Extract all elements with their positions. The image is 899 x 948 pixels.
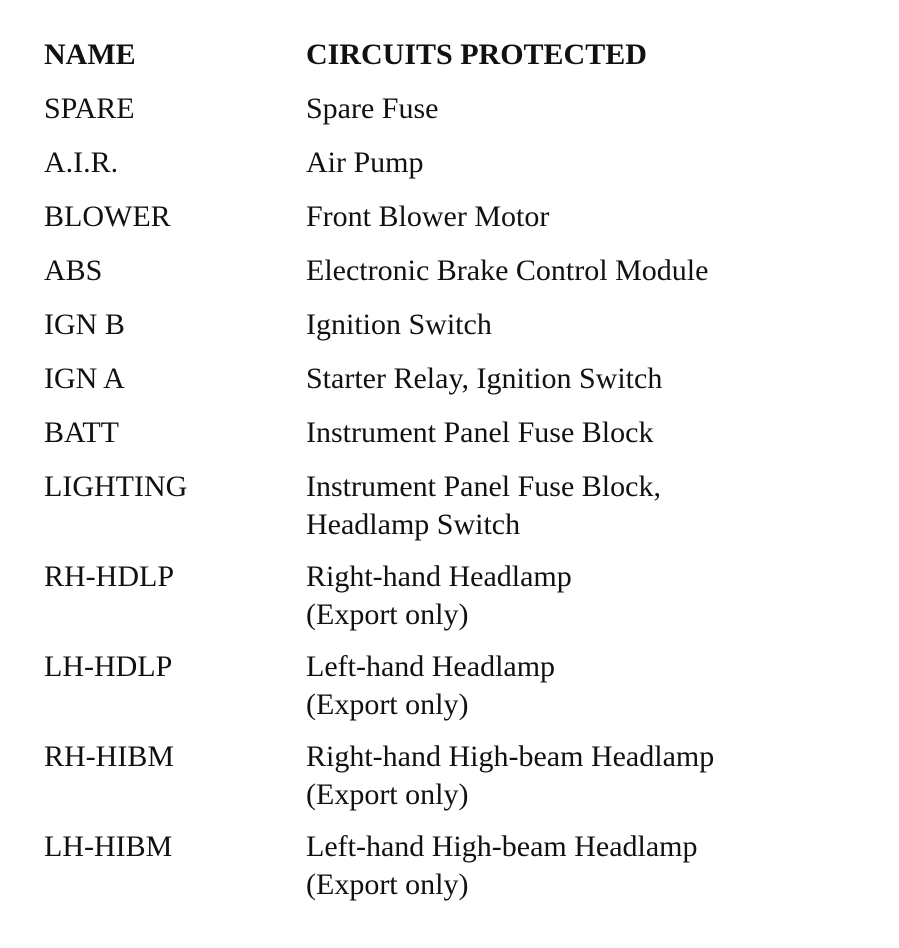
fuse-name: RH-HDLP (44, 560, 175, 593)
circuits-protected (306, 648, 864, 724)
fuse-name: LH-HDLP (44, 650, 173, 683)
fuse-name: LH-HIBM (44, 830, 173, 863)
circuit-line: Left-hand High-beam Headlamp (306, 830, 698, 863)
fuse-name: BLOWER (44, 200, 171, 233)
name-column-header: NAME (44, 38, 136, 71)
circuit-line: Air Pump (306, 146, 424, 179)
fuse-name: ABS (44, 254, 103, 287)
fuse-name: LIGHTING (44, 470, 188, 503)
table-row (44, 198, 864, 236)
circuits-protected (306, 360, 864, 398)
circuits-protected (306, 468, 864, 544)
circuits-protected (306, 738, 864, 814)
circuits-protected (306, 252, 864, 290)
circuits-protected (306, 306, 864, 344)
table-row (44, 90, 864, 128)
circuits-protected (306, 144, 864, 182)
fuse-name: SPARE (44, 92, 135, 125)
fuse-table (44, 36, 864, 918)
table-row (44, 360, 864, 398)
circuits-protected (306, 558, 864, 634)
fuse-name: IGN B (44, 308, 125, 341)
table-row (44, 828, 864, 904)
fuse-name: RH-HIBM (44, 740, 175, 773)
fuse-name: IGN A (44, 362, 125, 395)
circuit-line: (Export only) (306, 688, 469, 721)
fuse-name: A.I.R. (44, 146, 119, 179)
circuit-line: Headlamp Switch (306, 508, 521, 541)
circuit-line: (Export only) (306, 778, 469, 811)
table-row (44, 414, 864, 452)
table-row (44, 468, 864, 544)
circuits-column-header: CIRCUITS PROTECTED (306, 38, 647, 71)
table-header-row (44, 36, 864, 74)
table-row (44, 648, 864, 724)
circuit-line: Instrument Panel Fuse Block (306, 416, 654, 449)
circuit-line: Right-hand High-beam Headlamp (306, 740, 715, 773)
table-row (44, 252, 864, 290)
circuits-protected (306, 828, 864, 904)
circuits-protected (306, 90, 864, 128)
circuit-line: Right-hand Headlamp (306, 560, 572, 593)
table-row (44, 306, 864, 344)
circuits-protected (306, 198, 864, 236)
circuit-line: (Export only) (306, 598, 469, 631)
circuit-line: (Export only) (306, 868, 469, 901)
circuit-line: Starter Relay, Ignition Switch (306, 362, 663, 395)
table-row (44, 144, 864, 182)
circuit-line: Ignition Switch (306, 308, 492, 341)
circuit-line: Front Blower Motor (306, 200, 550, 233)
table-row (44, 738, 864, 814)
circuit-line: Spare Fuse (306, 92, 439, 125)
circuit-line: Instrument Panel Fuse Block, (306, 470, 661, 503)
circuit-line: Electronic Brake Control Module (306, 254, 709, 287)
table-row (44, 558, 864, 634)
fuse-name: BATT (44, 416, 119, 449)
circuits-protected (306, 414, 864, 452)
circuit-line: Left-hand Headlamp (306, 650, 556, 683)
